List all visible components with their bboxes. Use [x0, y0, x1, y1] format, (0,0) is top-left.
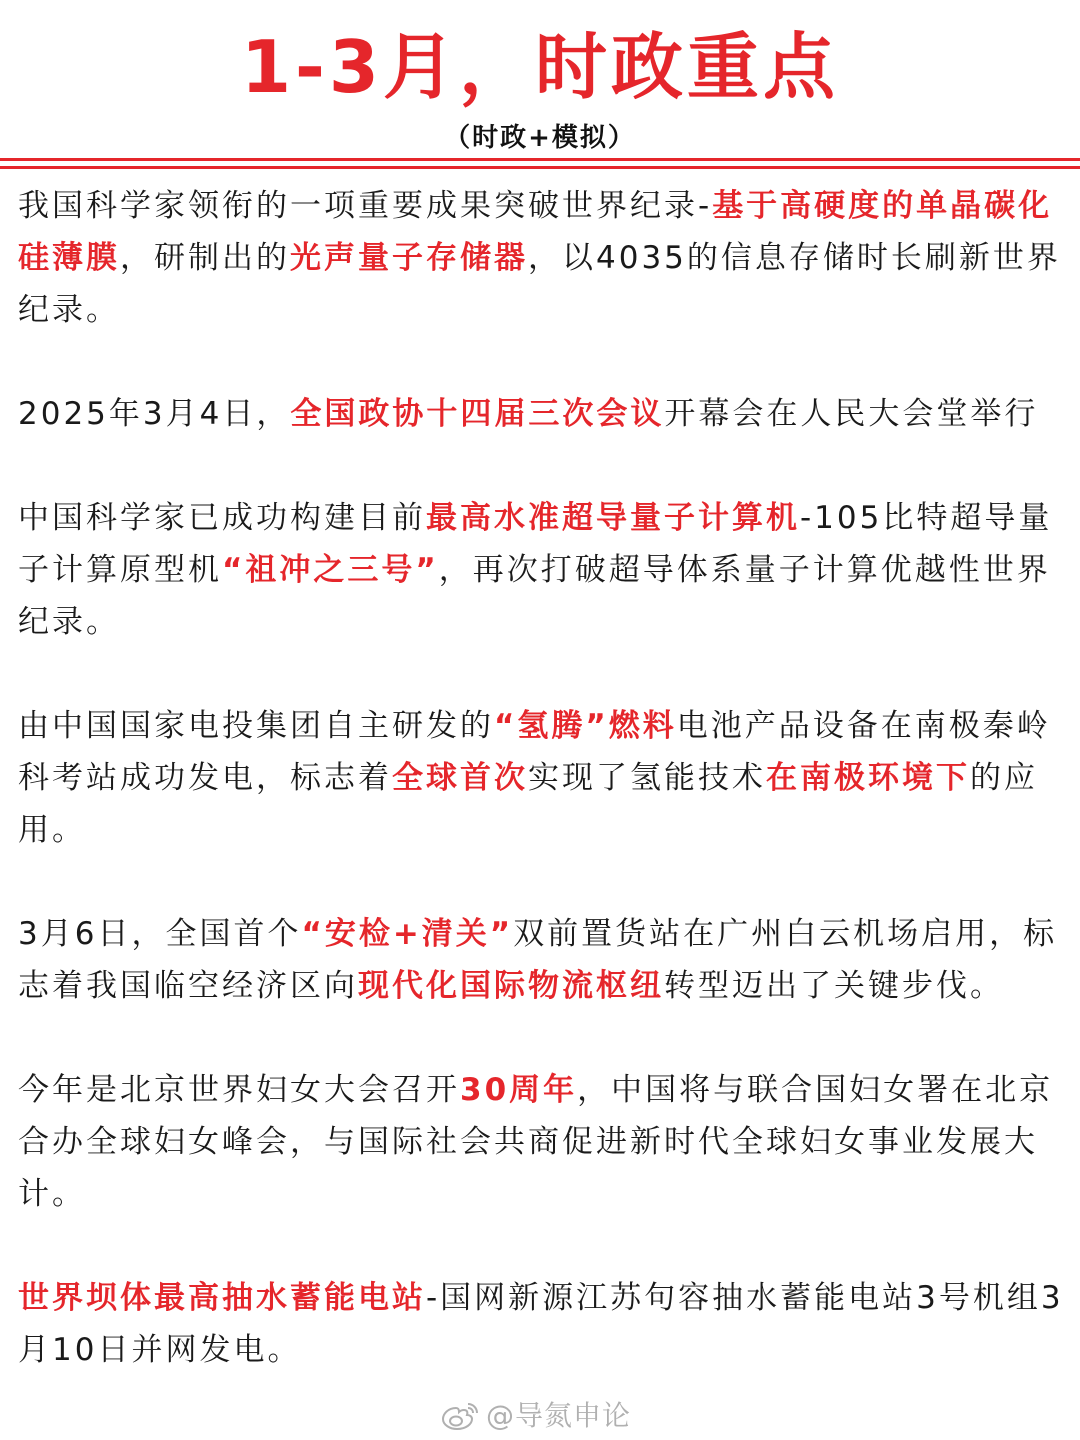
highlight-text: “安检+清关”	[301, 916, 514, 952]
highlight-text: 现代化国际物流枢纽	[358, 968, 664, 1004]
news-item	[18, 700, 1064, 856]
body-text: 3月6日，全国首个	[18, 916, 302, 952]
body-text: 的应用。	[18, 760, 1038, 848]
highlight-text: 最高水准超导量子计算机	[426, 500, 800, 536]
highlight-text: 30周年	[460, 1072, 578, 1108]
page-title: 1-3月，时政重点	[240, 25, 840, 109]
news-item	[18, 388, 1064, 440]
header-divider-top	[0, 158, 1080, 161]
news-item	[18, 1064, 1064, 1220]
body-text: 开幕会在人民大会堂举行	[664, 396, 1039, 432]
news-item	[18, 908, 1064, 1012]
highlight-text: 全国政协十四届三次会议	[290, 396, 665, 432]
news-item	[18, 180, 1064, 336]
body-text: ，再次打破超导体系量子计算优越性世界纪录。	[18, 552, 1051, 640]
body-text: 中国科学家已成功构建目前	[18, 500, 426, 536]
body-text: 今年是北京世界妇女大会召开	[18, 1072, 460, 1108]
news-item	[18, 492, 1064, 648]
body-text: 转型迈出了关键步伐。	[664, 968, 1004, 1004]
highlight-text: 基于高硬度的单晶碳化硅薄膜	[18, 188, 1053, 276]
body-text: ，以4035的信息存储时长刷新世界纪录。	[18, 240, 1061, 328]
body-text: ，研制出的	[120, 240, 290, 276]
weibo-icon	[440, 1400, 480, 1432]
watermark-text: @导氮申论	[486, 1399, 632, 1432]
page-subtitle: （时政+模拟）	[444, 123, 636, 153]
body-text: 双前置货站在广州白云机场启用，标志着我国临空经济区向	[18, 916, 1058, 1004]
body-text: ，中国将与联合国妇女署在北京合办全球妇女峰会，与国际社会共商促进新时代全球妇女事业发展大计。	[18, 1072, 1054, 1212]
body-text: -国网新源江苏句容抽水蓄能电站3号机组3月10日并网发电。	[18, 1280, 1064, 1368]
body-text: 我国科学家领衔的一项重要成果突破世界纪录-	[18, 188, 713, 224]
body-text: -105比特超导量子计算原型机	[18, 500, 1053, 588]
highlight-text: 光声量子存储器	[290, 240, 528, 276]
highlight-text: “氢腾”燃料	[494, 708, 677, 744]
watermark	[440, 1396, 631, 1436]
highlight-text: 世界坝体最高抽水蓄能电站	[18, 1280, 426, 1316]
body-text: 电池产品设备在南极秦岭科考站成功发电，标志着	[18, 708, 1051, 796]
highlight-text: 在南极环境下	[766, 760, 970, 796]
highlight-text: 全球首次	[392, 760, 528, 796]
news-item	[18, 1272, 1064, 1376]
body-text: 2025年3月4日，	[18, 396, 291, 432]
body-text: 由中国国家电投集团自主研发的	[18, 708, 494, 744]
news-list	[18, 180, 1064, 1428]
header-divider-bottom	[0, 166, 1080, 169]
highlight-text: “祖冲之三号”	[222, 552, 439, 588]
body-text: 实现了氢能技术	[528, 760, 766, 796]
